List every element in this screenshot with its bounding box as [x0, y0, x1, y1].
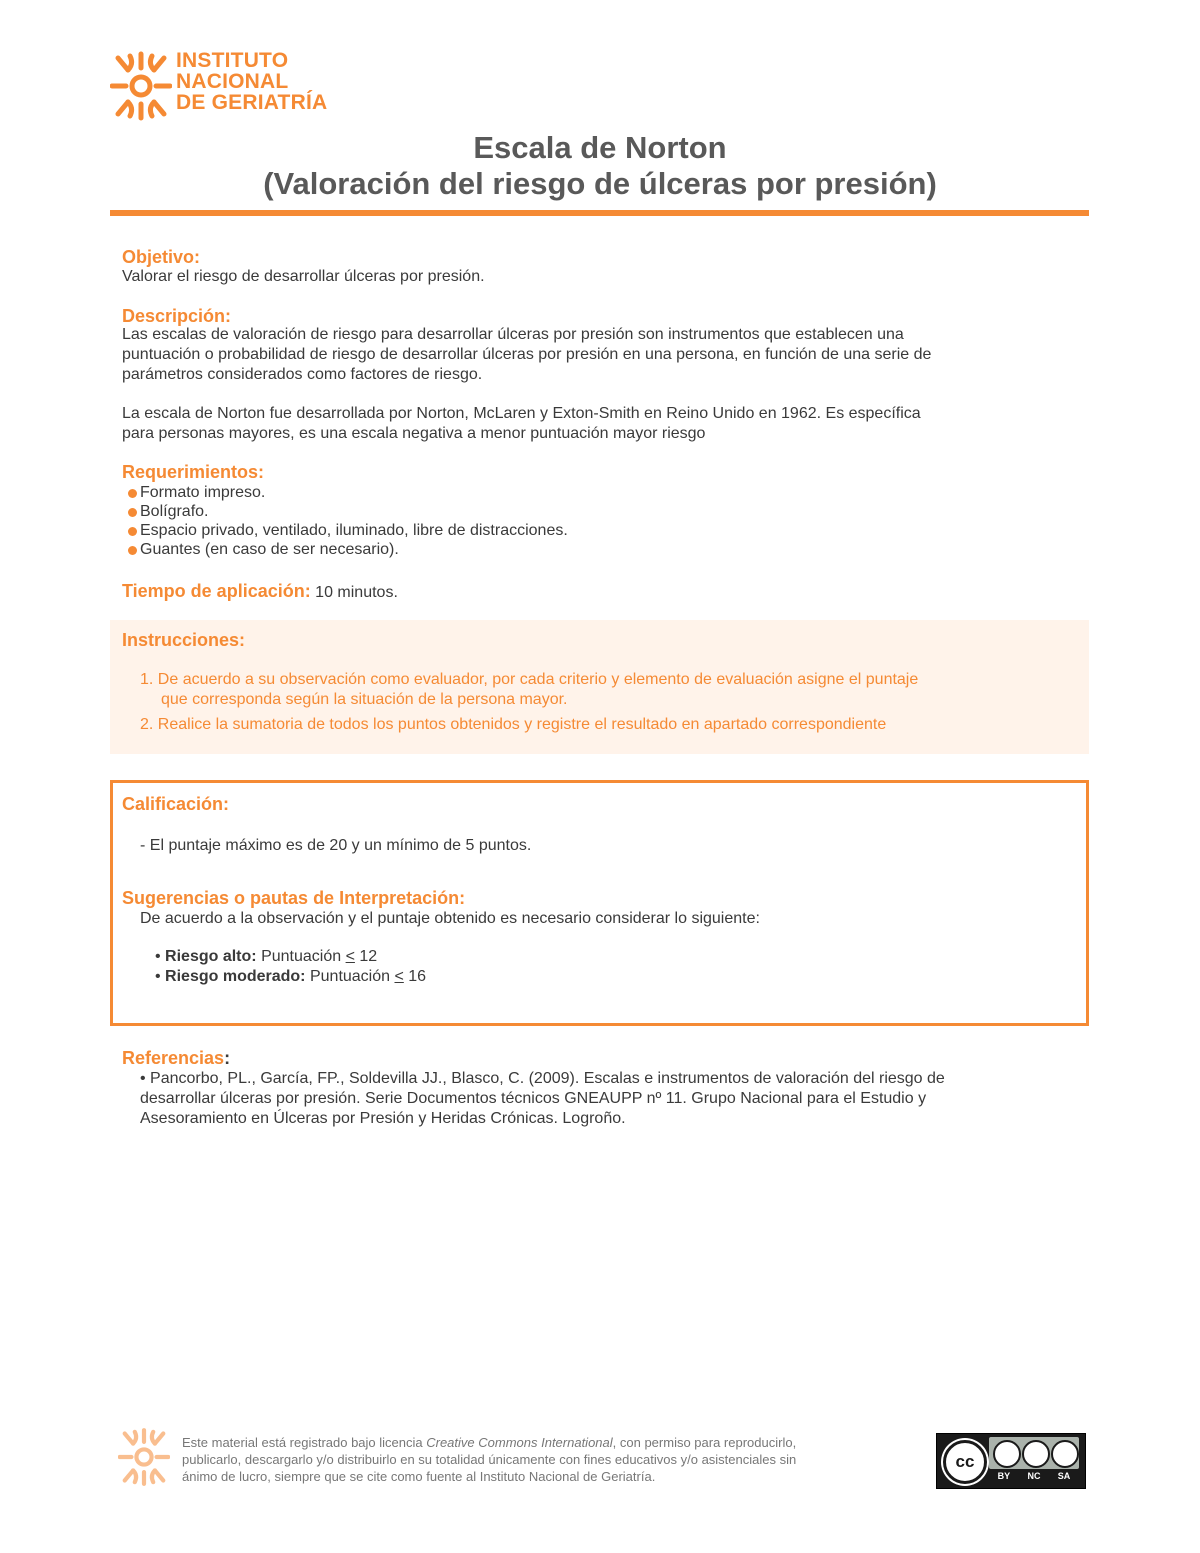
- descripcion-paragraph-1: [122, 325, 931, 385]
- reference-line: desarrollar úlceras por presión. Serie Documentos técnicos GNEAUPP nº 11. Grupo Nacional para el Estudio y: [140, 1090, 927, 1107]
- list-item: Guantes (en caso de ser necesario).: [122, 540, 568, 559]
- list-item: Espacio privado, ventilado, iluminado, libre de distracciones.: [122, 521, 568, 540]
- descripcion-p1-line: Las escalas de valoración de riesgo para desarrollar úlceras por presión son instrumentos que establecen una: [122, 326, 904, 343]
- footer-logo-icon: [118, 1426, 170, 1488]
- risk-number: 16: [408, 968, 427, 985]
- descripcion-p1-line: parámetros considerados como factores de riesgo.: [122, 366, 483, 383]
- risk-number: 12: [359, 948, 378, 965]
- tiempo-row: [122, 580, 398, 603]
- reference-line: Asesoramiento en Úlceras por Presión y Heridas Crónicas. Logroño.: [140, 1110, 626, 1127]
- cc-label: BY: [997, 1471, 1011, 1481]
- instrucciones-box: [110, 620, 1089, 754]
- tiempo-value: 10 minutos.: [315, 584, 398, 601]
- license-text: [182, 1434, 796, 1485]
- requerimientos-heading: Requerimientos:: [122, 462, 265, 482]
- risk-label: Riesgo moderado:: [165, 968, 306, 985]
- requerimientos-list: [122, 483, 568, 559]
- instruccion-1-line-1: 1. De acuerdo a su observación como evaluador, por cada criterio y elemento de evaluación asigne el puntaje: [140, 671, 919, 688]
- institution-line-2: NACIONAL: [176, 70, 289, 93]
- risk-value: Puntuación: [309, 968, 391, 985]
- title-divider: [110, 210, 1089, 216]
- license-line-2: publicarlo, descargarlo y/o distribuirlo en su totalidad únicamente con fines educativos y/o asistenciales sin: [182, 1452, 797, 1467]
- institution-logo-icon: [110, 50, 172, 122]
- descripcion-paragraph-2: [122, 404, 921, 444]
- cc-license-badge: [936, 1433, 1086, 1489]
- referencias-list: [140, 1069, 945, 1129]
- institution-name: [176, 50, 327, 113]
- cc-labels: [989, 1471, 1079, 1481]
- noncommercial-icon: [1022, 1440, 1050, 1468]
- cc-icon: cc: [943, 1440, 987, 1484]
- objetivo-text: Valorar el riesgo de desarrollar úlceras por presión.: [122, 268, 485, 285]
- descripcion-p1-line: puntuación o probabilidad de riesgo de desarrollar úlceras por presión en una persona, en función de una serie de: [122, 346, 932, 363]
- list-item: Formato impreso.: [122, 483, 568, 502]
- instruccion-2: 2. Realice la sumatoria de todos los puntos obtenidos y registre el resultado en apartado correspondiente: [140, 716, 887, 733]
- license-name: Creative Commons International: [426, 1435, 613, 1450]
- descripcion-heading: Descripción:: [122, 306, 232, 326]
- referencias-colon: :: [224, 1048, 231, 1068]
- cc-icons-strip: [989, 1437, 1079, 1469]
- risk-label: Riesgo alto:: [165, 948, 257, 965]
- cc-label: SA: [1057, 1471, 1071, 1481]
- reference-line: • Pancorbo, PL., García, FP., Soldevilla JJ., Blasco, C. (2009). Escalas e instrumentos de valoración del riesgo de: [140, 1070, 945, 1087]
- risk-item-moderate: • Riesgo moderado: Puntuación < 16: [155, 968, 427, 985]
- list-item: Bolígrafo.: [122, 502, 568, 521]
- sugerencias-text: De acuerdo a la observación y el puntaje obtenido es necesario considerar lo siguiente:: [140, 910, 760, 927]
- sugerencias-heading: Sugerencias o pautas de Interpretación:: [122, 888, 466, 908]
- attribution-icon: [993, 1440, 1021, 1468]
- descripcion-p2-line: para personas mayores, es una escala negativa a menor puntuación mayor riesgo: [122, 425, 706, 442]
- risk-operator: <: [394, 968, 404, 985]
- license-line-1-b: , con permiso para reproducirlo,: [612, 1435, 797, 1450]
- risk-operator: <: [345, 948, 355, 965]
- license-line-3: ánimo de lucro, siempre que se cite como fuente al Instituto Nacional de Geriatría.: [182, 1469, 656, 1484]
- page-title: Escala de Norton: [473, 130, 727, 165]
- license-line-1-a: Este material está registrado bajo licencia: [182, 1435, 427, 1450]
- sharealike-icon: [1051, 1440, 1079, 1468]
- objetivo-heading: Objetivo:: [122, 247, 201, 267]
- calificacion-text: - El puntaje máximo es de 20 y un mínimo de 5 puntos.: [140, 837, 532, 854]
- calificacion-heading: Calificación:: [122, 794, 230, 814]
- referencias-heading: [122, 1047, 230, 1069]
- risk-item-high: • Riesgo alto: Puntuación < 12: [155, 948, 378, 965]
- descripcion-p2-line: La escala de Norton fue desarrollada por Norton, McLaren y Exton-Smith en Reino Unido en 1962. Es específica: [122, 405, 921, 422]
- institution-line-1: INSTITUTO: [176, 49, 289, 72]
- instruccion-1-line-2: que corresponda según la situación de la persona mayor.: [161, 691, 568, 708]
- page-subtitle: (Valoración del riesgo de úlceras por presión): [263, 166, 937, 201]
- referencias-heading-text: Referencias: [122, 1048, 225, 1068]
- instrucciones-heading: Instrucciones:: [122, 630, 246, 650]
- institution-line-3: DE GERIATRÍA: [176, 91, 328, 114]
- license-line-1: [182, 1434, 796, 1451]
- calificacion-box: [110, 780, 1089, 1026]
- cc-label: NC: [1027, 1471, 1041, 1481]
- tiempo-heading: Tiempo de aplicación:: [122, 581, 311, 601]
- risk-value: Puntuación: [261, 948, 342, 965]
